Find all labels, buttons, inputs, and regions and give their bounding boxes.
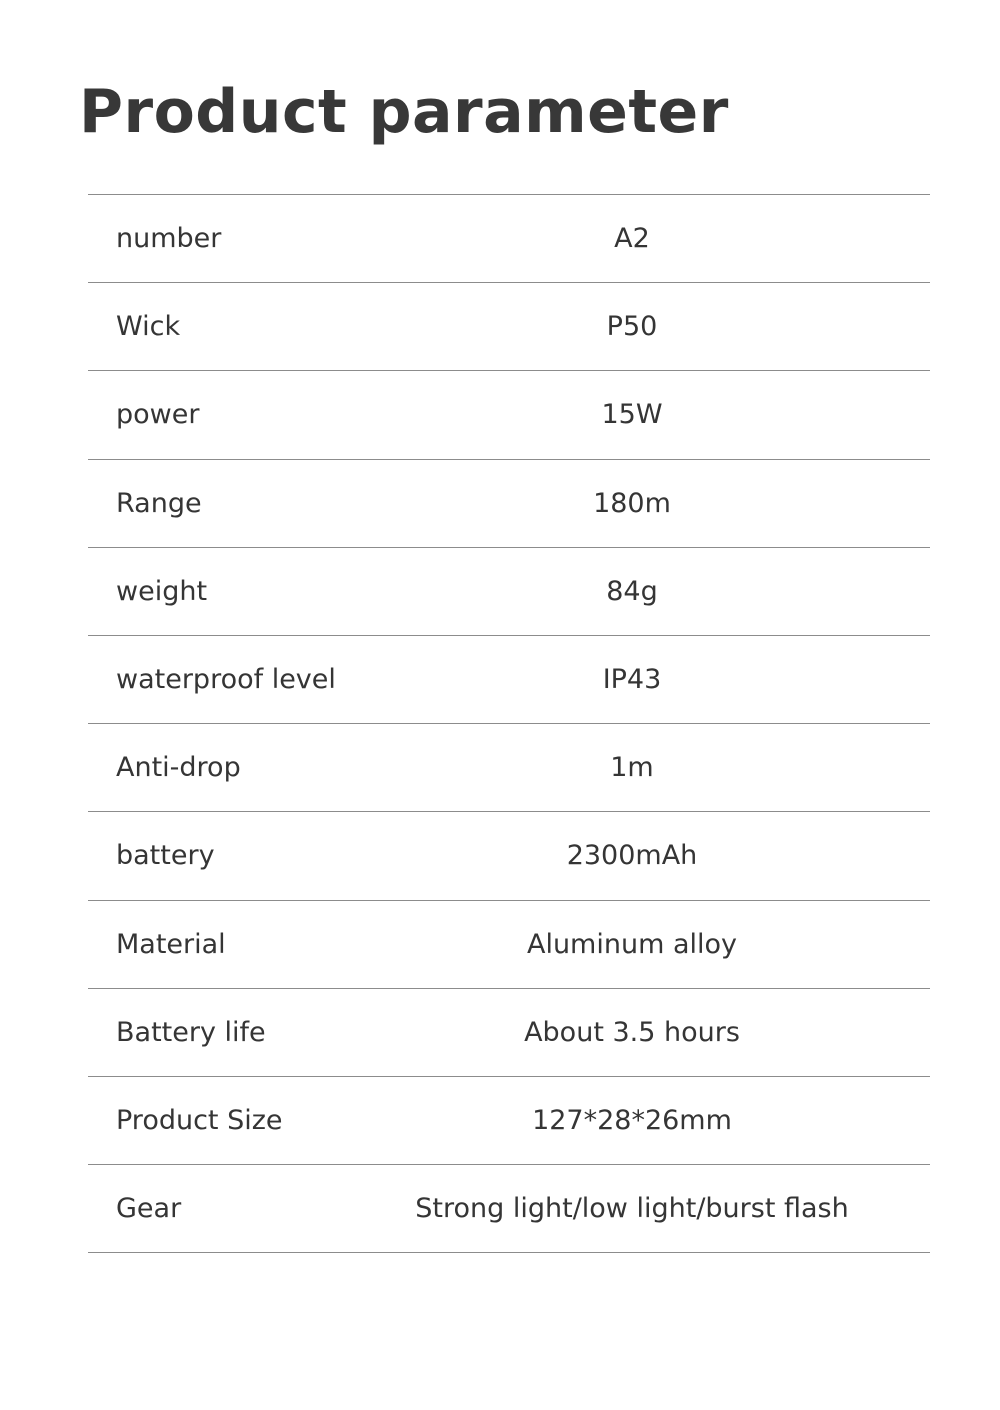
table-row-battery-life: [88, 989, 930, 1077]
row-value: A2: [614, 223, 650, 255]
row-label: battery: [116, 840, 215, 872]
table-row-product-size: [88, 1077, 930, 1165]
row-value: 15W: [601, 399, 663, 431]
table-row-power: [88, 371, 930, 459]
row-label: Wick: [116, 311, 181, 343]
page-title: Product parameter: [79, 77, 729, 147]
row-label: waterproof level: [116, 664, 336, 696]
parameter-table: [88, 194, 930, 1253]
row-value: 180m: [593, 487, 671, 519]
row-value: About 3.5 hours: [524, 1016, 740, 1048]
row-label: power: [116, 399, 200, 431]
row-label: Product Size: [116, 1104, 283, 1136]
row-label: Material: [116, 928, 226, 960]
table-row-wick: [88, 283, 930, 371]
row-value: 1m: [610, 752, 654, 784]
row-value: P50: [606, 311, 658, 343]
row-label: Range: [116, 487, 202, 519]
table-row-range: [88, 460, 930, 548]
row-label: Battery life: [116, 1016, 266, 1048]
row-value: 2300mAh: [566, 840, 698, 872]
row-value: Aluminum alloy: [526, 928, 738, 960]
row-label: Gear: [116, 1193, 182, 1225]
table-row-number: [88, 195, 930, 283]
table-row-battery: [88, 812, 930, 900]
row-label: Anti-drop: [116, 752, 241, 784]
table-row-waterproof-level: [88, 636, 930, 724]
table-row-weight: [88, 548, 930, 636]
row-value: 84g: [606, 575, 658, 607]
table-row-anti-drop: [88, 724, 930, 812]
row-value: 127*28*26mm: [532, 1104, 732, 1136]
row-label: number: [116, 223, 222, 255]
row-value: Strong light/low light/burst flash: [415, 1193, 849, 1225]
row-label: weight: [116, 575, 208, 607]
table-row-gear: [88, 1165, 930, 1253]
table-row-material: [88, 901, 930, 989]
row-value: IP43: [602, 664, 662, 696]
